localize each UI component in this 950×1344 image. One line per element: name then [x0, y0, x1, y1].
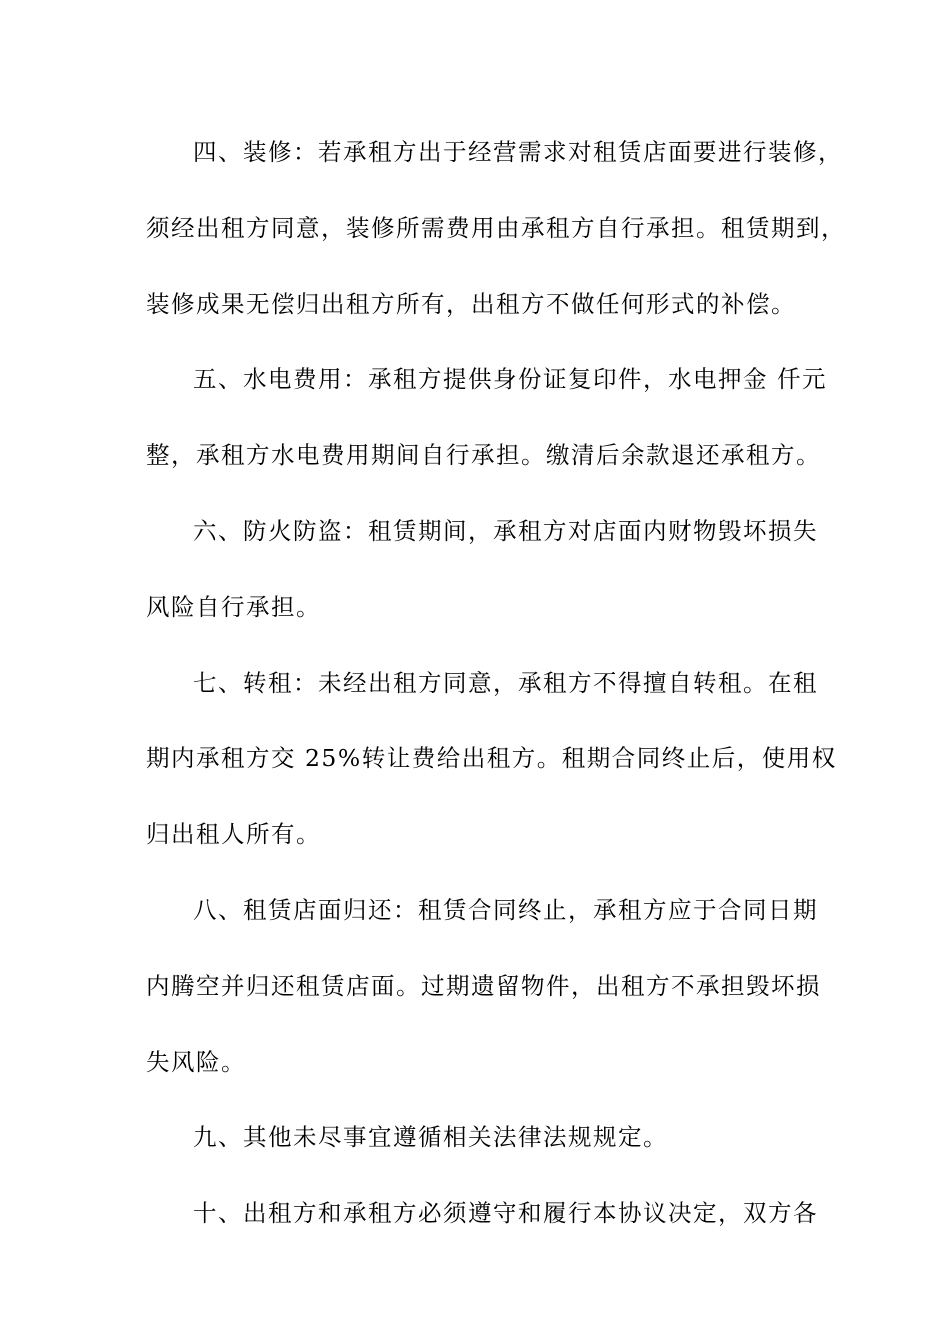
clause-7-line-3: 归出租人所有。 [146, 820, 321, 849]
clause-8-line-2: 内腾空并归还租赁店面。过期遗留物件，出租方不承担毁坏损 [146, 971, 821, 1000]
clause-8-line-3: 失风险。 [146, 1047, 246, 1076]
clause-8-line-1: 八、租赁店面归还：租赁合同终止，承租方应于合同日期 [193, 895, 818, 924]
clause-4-line-3: 装修成果无偿归出租方所有，出租方不做任何形式的补偿。 [146, 289, 796, 318]
clause-10-line-1: 十、出租方和承租方必须遵守和履行本协议决定，双方各 [193, 1199, 818, 1228]
contract-body [146, 129, 846, 1266]
clause-9-line-1: 九、其他未尽事宜遵循相关法律法规规定。 [193, 1123, 668, 1152]
clause-6-line-2: 风险自行承担。 [146, 592, 321, 621]
clause-5-line-2: 整，承租方水电费用期间自行承担。缴清后余款退还承租方。 [146, 441, 821, 470]
clause-6-line-1: 六、防火防盗：租赁期间，承租方对店面内财物毁坏损失 [193, 516, 818, 545]
clause-4-line-2: 须经出租方同意，装修所需费用由承租方自行承担。租赁期到， [146, 213, 846, 242]
clause-7-line-2: 期内承租方交 25%转让费给出租方。租期合同终止后，使用权 [146, 744, 837, 773]
clause-7-line-1: 七、转租：未经出租方同意，承租方不得擅自转租。在租 [193, 668, 818, 697]
clause-5-line-1: 五、水电费用：承租方提供身份证复印件，水电押金 仟元 [193, 365, 827, 394]
clause-4-line-1: 四、装修：若承租方出于经营需求对租赁店面要进行装修， [193, 138, 843, 166]
